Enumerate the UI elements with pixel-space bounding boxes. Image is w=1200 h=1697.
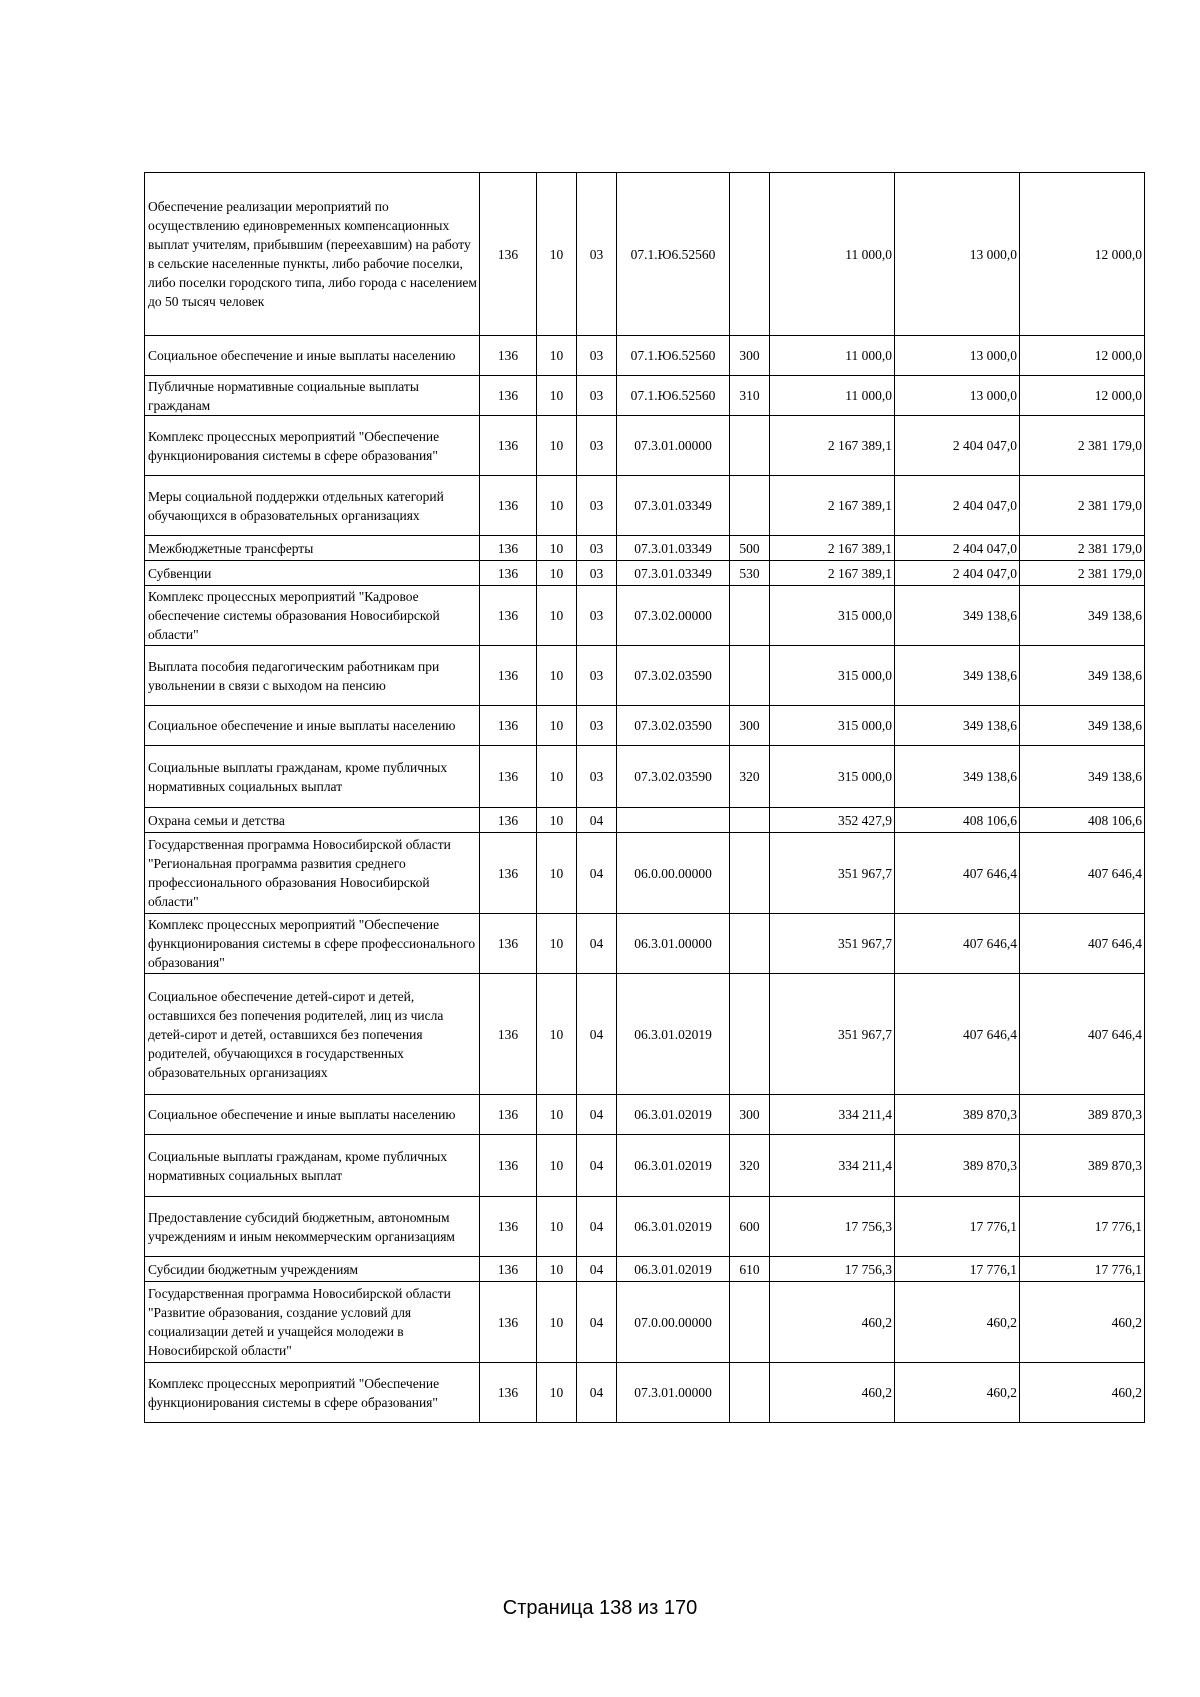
budget-table-body [145, 173, 1145, 1423]
cell-expense-type [730, 476, 770, 536]
cell-section-code: 10 [537, 808, 577, 833]
cell-subsection-code: 04 [577, 1197, 617, 1257]
cell-target-article: 06.3.01.02019 [617, 1197, 730, 1257]
cell-subsection-code: 04 [577, 1135, 617, 1197]
cell-amount-year-1: 351 967,7 [770, 833, 895, 914]
cell-section-code: 10 [537, 173, 577, 336]
cell-expense-type: 500 [730, 536, 770, 561]
cell-amount-year-1: 11 000,0 [770, 336, 895, 376]
cell-expense-type: 300 [730, 706, 770, 746]
table-row [145, 536, 1145, 561]
cell-section-code: 10 [537, 1095, 577, 1135]
cell-amount-year-3: 17 776,1 [1020, 1197, 1145, 1257]
table-row [145, 646, 1145, 706]
cell-ved-code: 136 [480, 416, 537, 476]
cell-subsection-code: 04 [577, 1257, 617, 1282]
cell-expense-type: 530 [730, 561, 770, 586]
cell-amount-year-1: 351 967,7 [770, 914, 895, 974]
cell-amount-year-3: 2 381 179,0 [1020, 476, 1145, 536]
cell-amount-year-3: 408 106,6 [1020, 808, 1145, 833]
cell-target-article: 07.3.02.03590 [617, 706, 730, 746]
cell-section-code: 10 [537, 476, 577, 536]
table-row [145, 833, 1145, 914]
cell-amount-year-3: 12 000,0 [1020, 376, 1145, 416]
cell-target-article: 06.3.01.02019 [617, 974, 730, 1095]
cell-subsection-code: 04 [577, 914, 617, 974]
cell-amount-year-3: 389 870,3 [1020, 1095, 1145, 1135]
cell-amount-year-1: 351 967,7 [770, 974, 895, 1095]
cell-target-article: 07.1.Ю6.52560 [617, 336, 730, 376]
table-row [145, 1363, 1145, 1423]
table-row [145, 416, 1145, 476]
cell-subsection-code: 04 [577, 808, 617, 833]
cell-ved-code: 136 [480, 974, 537, 1095]
cell-name: Социальное обеспечение и иные выплаты населению [145, 1095, 480, 1135]
cell-amount-year-3: 17 776,1 [1020, 1257, 1145, 1282]
cell-ved-code: 136 [480, 536, 537, 561]
table-row [145, 914, 1145, 974]
cell-name: Государственная программа Новосибирской области "Региональная программа развития среднего профессионального образования Новосибирской области" [145, 833, 480, 914]
table-row [145, 706, 1145, 746]
cell-ved-code: 136 [480, 1135, 537, 1197]
cell-amount-year-1: 315 000,0 [770, 586, 895, 646]
cell-target-article: 07.3.01.00000 [617, 416, 730, 476]
cell-name: Комплекс процессных мероприятий "Обеспечение функционирования системы в сфере профессионального образования" [145, 914, 480, 974]
cell-section-code: 10 [537, 586, 577, 646]
cell-expense-type [730, 1282, 770, 1363]
cell-amount-year-1: 17 756,3 [770, 1197, 895, 1257]
cell-expense-type: 310 [730, 376, 770, 416]
table-row [145, 746, 1145, 808]
cell-amount-year-1: 460,2 [770, 1282, 895, 1363]
cell-amount-year-2: 349 138,6 [895, 586, 1020, 646]
cell-expense-type: 320 [730, 1135, 770, 1197]
cell-target-article: 07.3.02.03590 [617, 746, 730, 808]
cell-section-code: 10 [537, 1197, 577, 1257]
cell-name: Социальное обеспечение и иные выплаты населению [145, 336, 480, 376]
cell-expense-type [730, 173, 770, 336]
cell-expense-type [730, 974, 770, 1095]
cell-target-article: 07.3.01.00000 [617, 1363, 730, 1423]
cell-amount-year-1: 460,2 [770, 1363, 895, 1423]
cell-section-code: 10 [537, 416, 577, 476]
cell-amount-year-2: 349 138,6 [895, 706, 1020, 746]
cell-target-article: 06.3.01.02019 [617, 1135, 730, 1197]
cell-amount-year-2: 13 000,0 [895, 173, 1020, 336]
cell-subsection-code: 03 [577, 336, 617, 376]
cell-name: Социальное обеспечение детей-сирот и детей, оставшихся без попечения родителей, лиц из числа детей-сирот и детей, оставшихся без попечения родителей, обучающихся в государственных образовательных организациях [145, 974, 480, 1095]
cell-subsection-code: 03 [577, 646, 617, 706]
cell-amount-year-1: 2 167 389,1 [770, 561, 895, 586]
cell-amount-year-2: 407 646,4 [895, 914, 1020, 974]
cell-subsection-code: 04 [577, 833, 617, 914]
cell-amount-year-2: 13 000,0 [895, 376, 1020, 416]
cell-subsection-code: 03 [577, 746, 617, 808]
cell-expense-type [730, 586, 770, 646]
table-row [145, 586, 1145, 646]
cell-ved-code: 136 [480, 561, 537, 586]
cell-name: Предоставление субсидий бюджетным, автономным учреждениям и иным некоммерческим организациям [145, 1197, 480, 1257]
cell-target-article: 07.3.01.03349 [617, 561, 730, 586]
cell-target-article: 07.3.01.03349 [617, 476, 730, 536]
cell-amount-year-1: 11 000,0 [770, 173, 895, 336]
table-row [145, 1257, 1145, 1282]
cell-section-code: 10 [537, 974, 577, 1095]
table-row [145, 1197, 1145, 1257]
cell-amount-year-2: 17 776,1 [895, 1197, 1020, 1257]
cell-section-code: 10 [537, 536, 577, 561]
cell-target-article: 06.3.01.02019 [617, 1257, 730, 1282]
cell-section-code: 10 [537, 1282, 577, 1363]
cell-section-code: 10 [537, 1135, 577, 1197]
cell-amount-year-1: 17 756,3 [770, 1257, 895, 1282]
cell-name: Государственная программа Новосибирской области "Развитие образования, создание условий для социализации детей и учащейся молодежи в Новосибирской области" [145, 1282, 480, 1363]
cell-amount-year-2: 407 646,4 [895, 974, 1020, 1095]
cell-target-article: 07.3.02.03590 [617, 646, 730, 706]
cell-amount-year-1: 352 427,9 [770, 808, 895, 833]
cell-amount-year-2: 389 870,3 [895, 1135, 1020, 1197]
cell-expense-type [730, 416, 770, 476]
cell-subsection-code: 03 [577, 536, 617, 561]
cell-amount-year-2: 460,2 [895, 1282, 1020, 1363]
cell-name: Социальные выплаты гражданам, кроме публичных нормативных социальных выплат [145, 746, 480, 808]
cell-target-article: 06.0.00.00000 [617, 833, 730, 914]
cell-amount-year-3: 389 870,3 [1020, 1135, 1145, 1197]
table-row [145, 173, 1145, 336]
cell-name: Комплекс процессных мероприятий "Обеспечение функционирования системы в сфере образования" [145, 416, 480, 476]
cell-expense-type: 300 [730, 1095, 770, 1135]
cell-amount-year-2: 349 138,6 [895, 746, 1020, 808]
cell-amount-year-2: 349 138,6 [895, 646, 1020, 706]
budget-table [144, 172, 1145, 1423]
cell-expense-type [730, 646, 770, 706]
cell-amount-year-3: 2 381 179,0 [1020, 416, 1145, 476]
cell-amount-year-3: 2 381 179,0 [1020, 536, 1145, 561]
cell-amount-year-2: 408 106,6 [895, 808, 1020, 833]
cell-amount-year-2: 407 646,4 [895, 833, 1020, 914]
cell-section-code: 10 [537, 376, 577, 416]
cell-amount-year-2: 2 404 047,0 [895, 476, 1020, 536]
cell-section-code: 10 [537, 336, 577, 376]
table-row [145, 376, 1145, 416]
cell-expense-type [730, 914, 770, 974]
cell-amount-year-2: 2 404 047,0 [895, 416, 1020, 476]
cell-ved-code: 136 [480, 833, 537, 914]
cell-name: Комплекс процессных мероприятий "Обеспечение функционирования системы в сфере образования" [145, 1363, 480, 1423]
cell-target-article: 07.1.Ю6.52560 [617, 173, 730, 336]
cell-name: Меры социальной поддержки отдельных категорий обучающихся в образовательных организациях [145, 476, 480, 536]
cell-name: Публичные нормативные социальные выплаты гражданам [145, 376, 480, 416]
table-row [145, 1135, 1145, 1197]
cell-target-article: 07.3.01.03349 [617, 536, 730, 561]
cell-ved-code: 136 [480, 914, 537, 974]
cell-amount-year-3: 2 381 179,0 [1020, 561, 1145, 586]
table-row [145, 974, 1145, 1095]
cell-amount-year-2: 2 404 047,0 [895, 536, 1020, 561]
cell-amount-year-3: 349 138,6 [1020, 646, 1145, 706]
cell-name: Обеспечение реализации мероприятий по осуществлению единовременных компенсационных выплат учителям, прибывшим (переехавшим) на работу в сельские населенные пункты, либо рабочие поселки, либо поселки городского типа, либо города с населением до 50 тысяч человек [145, 173, 480, 336]
cell-amount-year-1: 315 000,0 [770, 746, 895, 808]
cell-ved-code: 136 [480, 376, 537, 416]
cell-target-article: 07.3.02.00000 [617, 586, 730, 646]
cell-target-article: 06.3.01.00000 [617, 914, 730, 974]
cell-amount-year-1: 334 211,4 [770, 1095, 895, 1135]
cell-subsection-code: 03 [577, 416, 617, 476]
cell-ved-code: 136 [480, 586, 537, 646]
cell-subsection-code: 03 [577, 561, 617, 586]
cell-amount-year-3: 460,2 [1020, 1363, 1145, 1423]
cell-section-code: 10 [537, 746, 577, 808]
cell-section-code: 10 [537, 1257, 577, 1282]
table-row [145, 1095, 1145, 1135]
cell-subsection-code: 03 [577, 706, 617, 746]
cell-subsection-code: 03 [577, 173, 617, 336]
table-row [145, 1282, 1145, 1363]
cell-ved-code: 136 [480, 646, 537, 706]
cell-amount-year-2: 389 870,3 [895, 1095, 1020, 1135]
cell-amount-year-3: 349 138,6 [1020, 706, 1145, 746]
cell-amount-year-2: 460,2 [895, 1363, 1020, 1423]
cell-subsection-code: 04 [577, 1363, 617, 1423]
cell-expense-type [730, 808, 770, 833]
cell-expense-type [730, 833, 770, 914]
cell-ved-code: 136 [480, 1257, 537, 1282]
cell-amount-year-3: 460,2 [1020, 1282, 1145, 1363]
cell-section-code: 10 [537, 914, 577, 974]
cell-name: Комплекс процессных мероприятий "Кадровое обеспечение системы образования Новосибирской области" [145, 586, 480, 646]
cell-target-article [617, 808, 730, 833]
table-row [145, 808, 1145, 833]
cell-amount-year-3: 407 646,4 [1020, 914, 1145, 974]
cell-subsection-code: 03 [577, 376, 617, 416]
cell-ved-code: 136 [480, 706, 537, 746]
cell-amount-year-3: 349 138,6 [1020, 746, 1145, 808]
cell-name: Межбюджетные трансферты [145, 536, 480, 561]
cell-amount-year-2: 13 000,0 [895, 336, 1020, 376]
cell-name: Социальное обеспечение и иные выплаты населению [145, 706, 480, 746]
table-row [145, 561, 1145, 586]
cell-amount-year-3: 407 646,4 [1020, 974, 1145, 1095]
cell-amount-year-3: 12 000,0 [1020, 173, 1145, 336]
cell-name: Субсидии бюджетным учреждениям [145, 1257, 480, 1282]
cell-subsection-code: 04 [577, 1282, 617, 1363]
cell-ved-code: 136 [480, 1095, 537, 1135]
cell-amount-year-1: 2 167 389,1 [770, 536, 895, 561]
cell-expense-type [730, 1363, 770, 1423]
cell-ved-code: 136 [480, 173, 537, 336]
cell-target-article: 07.1.Ю6.52560 [617, 376, 730, 416]
cell-amount-year-1: 315 000,0 [770, 706, 895, 746]
cell-subsection-code: 04 [577, 974, 617, 1095]
cell-name: Охрана семьи и детства [145, 808, 480, 833]
cell-name: Социальные выплаты гражданам, кроме публичных нормативных социальных выплат [145, 1135, 480, 1197]
cell-subsection-code: 04 [577, 1095, 617, 1135]
cell-ved-code: 136 [480, 336, 537, 376]
cell-expense-type: 600 [730, 1197, 770, 1257]
cell-amount-year-3: 12 000,0 [1020, 336, 1145, 376]
cell-amount-year-2: 2 404 047,0 [895, 561, 1020, 586]
cell-section-code: 10 [537, 646, 577, 706]
page-number: Страница 138 из 170 [502, 1597, 698, 1619]
cell-amount-year-1: 2 167 389,1 [770, 416, 895, 476]
cell-amount-year-1: 11 000,0 [770, 376, 895, 416]
cell-expense-type: 300 [730, 336, 770, 376]
cell-ved-code: 136 [480, 476, 537, 536]
cell-expense-type: 610 [730, 1257, 770, 1282]
cell-section-code: 10 [537, 706, 577, 746]
cell-ved-code: 136 [480, 1197, 537, 1257]
cell-section-code: 10 [537, 561, 577, 586]
cell-amount-year-3: 407 646,4 [1020, 833, 1145, 914]
table-row [145, 336, 1145, 376]
cell-ved-code: 136 [480, 1282, 537, 1363]
cell-ved-code: 136 [480, 746, 537, 808]
cell-target-article: 06.3.01.02019 [617, 1095, 730, 1135]
cell-expense-type: 320 [730, 746, 770, 808]
cell-amount-year-1: 334 211,4 [770, 1135, 895, 1197]
cell-section-code: 10 [537, 833, 577, 914]
cell-amount-year-1: 2 167 389,1 [770, 476, 895, 536]
cell-amount-year-3: 349 138,6 [1020, 586, 1145, 646]
cell-name: Субвенции [145, 561, 480, 586]
cell-ved-code: 136 [480, 1363, 537, 1423]
cell-amount-year-1: 315 000,0 [770, 646, 895, 706]
cell-target-article: 07.0.00.00000 [617, 1282, 730, 1363]
cell-amount-year-2: 17 776,1 [895, 1257, 1020, 1282]
cell-name: Выплата пособия педагогическим работникам при увольнении в связи с выходом на пенсию [145, 646, 480, 706]
cell-section-code: 10 [537, 1363, 577, 1423]
cell-ved-code: 136 [480, 808, 537, 833]
cell-subsection-code: 03 [577, 586, 617, 646]
cell-subsection-code: 03 [577, 476, 617, 536]
table-row [145, 476, 1145, 536]
